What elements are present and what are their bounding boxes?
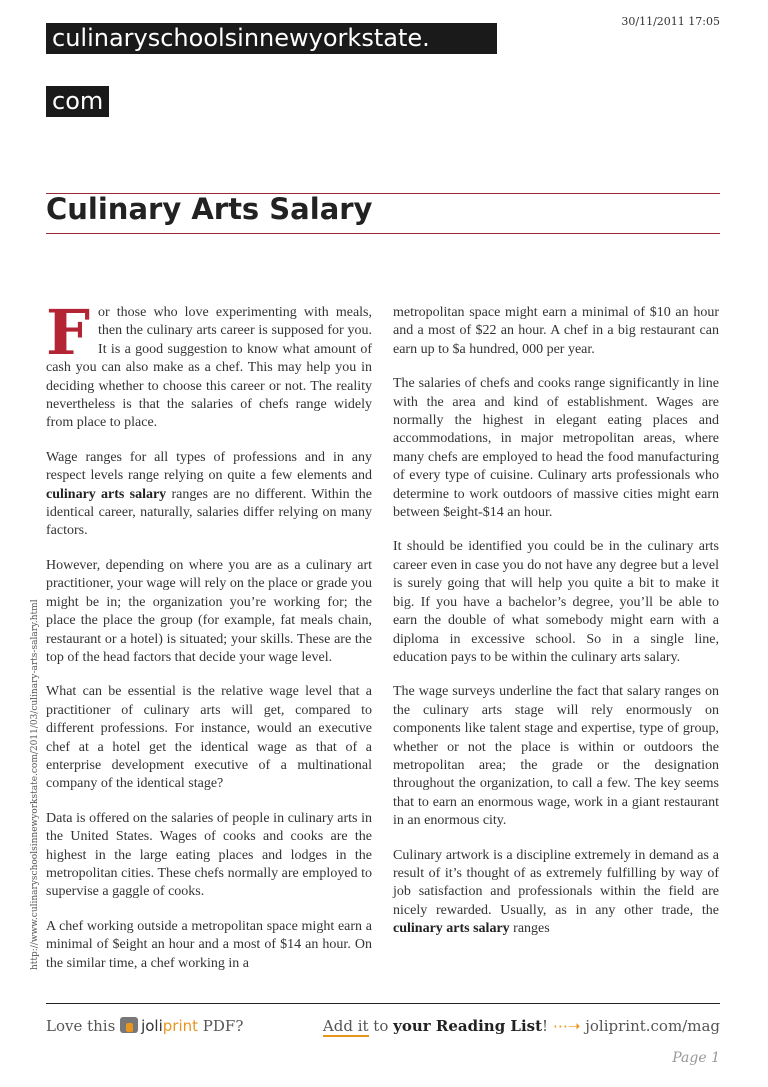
paragraph xyxy=(393,304,719,359)
paragraph xyxy=(46,683,372,793)
excl-text: ! xyxy=(542,1017,549,1035)
paragraph-text: It should be identified you could be in the culinary arts career even in case you do not have any degree but a level is surely going that will help you quite a bit to make it big. If you have a bachelor’s degree, you’ll be able to earn the double of what somebody might earn with a diploma in excessive school. So in a single line, education pays to be within the culinary arts salary. xyxy=(393,539,719,665)
paragraph-text: Culinary artwork is a discipline extremely in demand as a result of it’s thought of as extremely fulfilling by way of job satisfaction and professionals within the field are nicely rewarded. Usually, as in any other trade, the xyxy=(393,847,719,918)
paragraph xyxy=(46,810,372,902)
print-date: 30/11/2011 17:05 xyxy=(621,15,720,28)
love-this-promo xyxy=(46,1017,243,1035)
pdf-text: PDF? xyxy=(202,1017,244,1035)
reading-list-text: your Reading List xyxy=(393,1017,543,1035)
add-it-link[interactable]: Add it xyxy=(322,1017,369,1035)
paragraph-text: The salaries of chefs and cooks range significantly in line with the area and kind of establishment. Wages are normally the highest in elegant eating places and accommodations, in major metropolitan areas, where many chefs are employed to head the food manufacturing of every type of cuisine. Culinary arts professionals who determine to work outdoors of massive cities might earn between $eight-$14 an hour. xyxy=(393,376,719,521)
site-name-line2: com xyxy=(46,86,109,117)
reading-list-promo xyxy=(323,1017,720,1035)
page-number: Page 1 xyxy=(672,1050,720,1066)
bold-keyword: culinary arts salary xyxy=(46,486,167,502)
paragraph-text: Data is offered on the salaries of people in culinary arts in the United States. Wages of cooks and cooks are the highest in the large eating places and lodges in the metropolitan cities. These chefs normally are employed to supervise a gaggle of cooks. xyxy=(46,810,372,900)
logo-text-b: print xyxy=(162,1017,199,1035)
printer-icon xyxy=(120,1017,138,1033)
paragraph-text: A chef working outside a metropolitan space might earn a minimal of $eight an hour and a most of $14 an hour. On the similar time, a chef working in a xyxy=(46,918,372,971)
paragraph-text: The wage surveys underline the fact that salary ranges on the culinary arts stage will rely enormously on components like talent stage and expertise, type of group, whether or not the place is within or outdoors the metropolitan area; the grade or the designation throughout the organization, to call a few. The key seems that to earn an enormous wage, work in a giant restaurant in an enormous city. xyxy=(393,684,719,829)
footer xyxy=(46,1017,720,1041)
arrow-icon: ⋯➝ xyxy=(552,1017,581,1035)
paragraph xyxy=(46,918,372,973)
site-name-line1: culinaryschoolsinnewyorkstate. xyxy=(46,23,497,54)
right-column xyxy=(393,304,719,955)
to-text: to xyxy=(368,1017,394,1035)
joliprint-logo[interactable] xyxy=(120,1017,198,1035)
left-column xyxy=(46,296,372,989)
paragraph xyxy=(46,449,372,541)
paragraph xyxy=(393,683,719,830)
logo-text-a: joli xyxy=(141,1017,163,1035)
title-rule-bottom xyxy=(46,233,720,234)
footer-rule xyxy=(46,1003,720,1004)
love-text: Love this xyxy=(46,1017,116,1035)
paragraph-text: However, depending on where you are as a culinary art practitioner, your wage will rely on the place or grade you might be in; the organization you’re working for; the place the place the group (for example, fat meals chain, restaurant or a hotel) is situated; your skills. These are the top of the head factors that decide your wage level. xyxy=(46,557,372,665)
bold-keyword: culinary arts salary xyxy=(393,921,510,937)
paragraph-text: Wage ranges for all types of professions and in any respect levels range relying on quite a few elements and xyxy=(46,449,372,484)
joliprint-link[interactable]: joliprint.com/mag xyxy=(585,1017,720,1035)
paragraph-text: metropolitan space might earn a minimal of $10 an hour and a most of $22 an hour. A chef in a big restaurant can earn up to $a hundred, 000 per year. xyxy=(393,305,719,357)
paragraph-text: ranges are no different. Within the identical career, naturally, salaries differ relying on many factors. xyxy=(46,486,372,539)
paragraph xyxy=(46,296,372,433)
drop-cap: F xyxy=(46,296,91,369)
paragraph xyxy=(393,847,719,939)
paragraph xyxy=(393,375,719,522)
paragraph-text: or those who love experimenting with meals, then the culinary arts career is supposed for you. It is a good suggestion to know what amount of cash you can also make as a chef. This may help you in deciding whether to choose this career or not. The reality nevertheless is that the salaries of chefs range widely from place to place. xyxy=(46,305,372,431)
source-url: http://www.culinaryschoolsinnewyorkstate.com/2011/03/culinary-arts-salary.html xyxy=(30,599,40,970)
page-title: Culinary Arts Salary xyxy=(46,192,373,226)
paragraph-text: What can be essential is the relative wage level that a practitioner of culinary arts will get, compared to different professions. For instance, would an executive chef at a hotel get the identical wage as that of a enterprise development executive of a multinational company of the identical stage? xyxy=(46,684,372,792)
paragraph-text: ranges xyxy=(509,921,550,937)
paragraph xyxy=(46,557,372,667)
paragraph xyxy=(393,538,719,667)
